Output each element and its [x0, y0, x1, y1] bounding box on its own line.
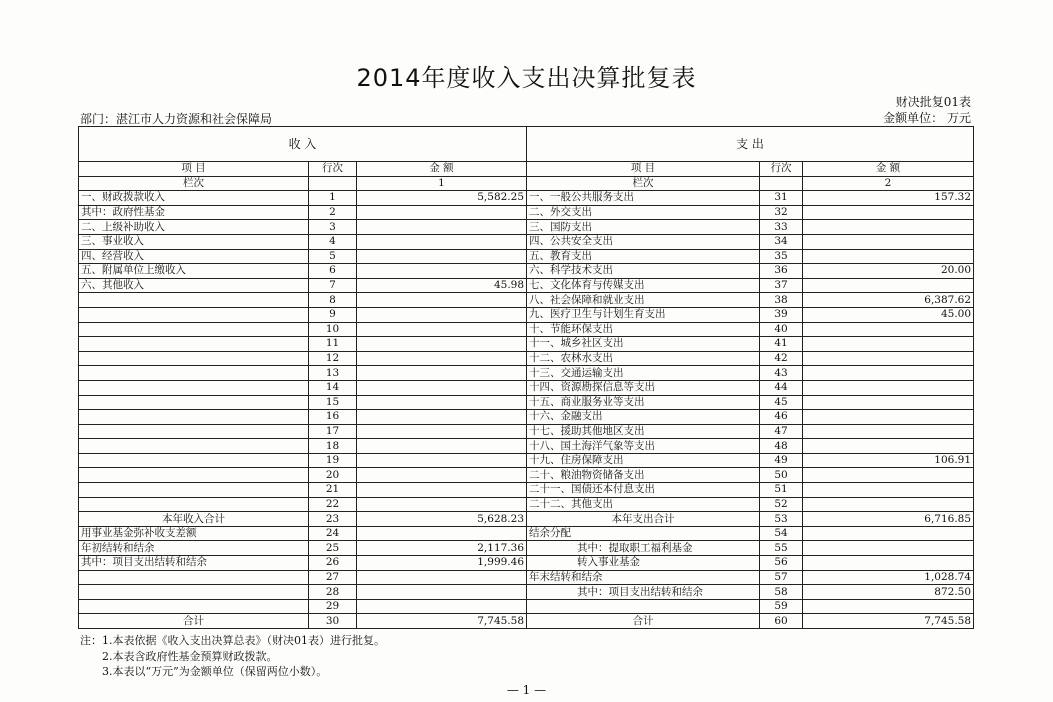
- table-row: [79, 234, 974, 249]
- table-row: [79, 278, 974, 293]
- income-amount: [357, 483, 527, 498]
- expense-amount: [803, 234, 974, 249]
- income-item: [79, 453, 309, 468]
- expense-row-no-header: 行次: [760, 162, 803, 177]
- expense-row-no: 31: [760, 191, 803, 206]
- income-item: [79, 307, 309, 322]
- expense-amount: 872.50: [803, 585, 974, 600]
- expense-item: 十八、国土海洋气象等支出: [527, 439, 760, 454]
- income-amount: [357, 220, 527, 235]
- table-row: [79, 468, 974, 483]
- expense-amount: 6,716.85: [803, 512, 974, 527]
- income-item: [79, 570, 309, 585]
- income-amount: [357, 380, 527, 395]
- table-row: [79, 380, 974, 395]
- income-row-no: 3: [309, 220, 357, 235]
- expense-row-no: 48: [760, 439, 803, 454]
- income-item: [79, 439, 309, 454]
- expense-amount: [803, 410, 974, 425]
- expense-item: 十二、农林水支出: [527, 351, 760, 366]
- income-item: 六、其他收入: [79, 278, 309, 293]
- income-amount: [357, 585, 527, 600]
- income-item: 五、附属单位上缴收入: [79, 264, 309, 279]
- expense-amount: [803, 249, 974, 264]
- expense-amount: [803, 322, 974, 337]
- expense-amount: 106.91: [803, 453, 974, 468]
- expense-item: 五、教育支出: [527, 249, 760, 264]
- expense-amount: [803, 278, 974, 293]
- expense-item: 其中：项目支出结转和结余: [527, 585, 760, 600]
- table-row: [79, 249, 974, 264]
- income-amount: [357, 453, 527, 468]
- expense-amount: [803, 556, 974, 571]
- income-row-no: 2: [309, 205, 357, 220]
- income-row-no: 8: [309, 293, 357, 308]
- table-row: [79, 439, 974, 454]
- expense-row-no: 36: [760, 264, 803, 279]
- income-row-no: 21: [309, 483, 357, 498]
- income-item: 本年收入合计: [79, 512, 309, 527]
- table-row: [79, 220, 974, 235]
- table-row: [79, 453, 974, 468]
- expense-row-no: 60: [760, 614, 803, 629]
- expense-amount: [803, 337, 974, 352]
- expense-row-no: 40: [760, 322, 803, 337]
- income-item: [79, 497, 309, 512]
- blank-cell: [760, 176, 803, 191]
- expense-item: 九、医疗卫生与计划生育支出: [527, 307, 760, 322]
- blank-cell: [309, 176, 357, 191]
- expense-item: 二、外交支出: [527, 205, 760, 220]
- income-amount: [357, 337, 527, 352]
- income-amount: [357, 249, 527, 264]
- income-item: 其中：项目支出结转和结余: [79, 556, 309, 571]
- expense-item: 十四、资源勘探信息等支出: [527, 380, 760, 395]
- income-amount: [357, 351, 527, 366]
- income-amount: [357, 395, 527, 410]
- table-row: [79, 322, 974, 337]
- expense-row-no: 57: [760, 570, 803, 585]
- expense-item: 合计: [527, 614, 760, 629]
- expense-amount: [803, 424, 974, 439]
- table-row: [79, 556, 974, 571]
- income-amount: [357, 424, 527, 439]
- expense-item: 十一、城乡社区支出: [527, 337, 760, 352]
- income-amount: 5,628.23: [357, 512, 527, 527]
- income-amount: [357, 205, 527, 220]
- income-amount: 1,999.46: [357, 556, 527, 571]
- income-item: [79, 585, 309, 600]
- table-row: [79, 541, 974, 556]
- income-row-no: 1: [309, 191, 357, 206]
- note-3: 3.本表以“万元”为金额单位（保留两位小数）。: [102, 665, 328, 678]
- income-row-no: 28: [309, 585, 357, 600]
- table-row: [79, 307, 974, 322]
- expense-row-no: 55: [760, 541, 803, 556]
- income-row-no: 19: [309, 453, 357, 468]
- income-amount: 45.98: [357, 278, 527, 293]
- expense-item: 六、科学技术支出: [527, 264, 760, 279]
- table-row: [79, 512, 974, 527]
- income-row-no: 27: [309, 570, 357, 585]
- income-row-no-header: 行次: [309, 162, 357, 177]
- income-item: [79, 337, 309, 352]
- expense-amount: [803, 380, 974, 395]
- income-item: [79, 424, 309, 439]
- expense-amount: [803, 483, 974, 498]
- income-row-no: 12: [309, 351, 357, 366]
- expense-item: 七、文化体育与传媒支出: [527, 278, 760, 293]
- expense-item: 十五、商业服务业等支出: [527, 395, 760, 410]
- expense-item: 十三、交通运输支出: [527, 366, 760, 381]
- expense-amount: [803, 220, 974, 235]
- income-item: 二、上级补助收入: [79, 220, 309, 235]
- expense-item-header: 项 目: [527, 162, 760, 177]
- income-amount: 7,745.58: [357, 614, 527, 629]
- expense-row-no: 33: [760, 220, 803, 235]
- table-row: [79, 410, 974, 425]
- table-row: [79, 293, 974, 308]
- income-row-no: 7: [309, 278, 357, 293]
- table-row: [79, 526, 974, 541]
- expense-item: 二十、粮油物资储备支出: [527, 468, 760, 483]
- income-amount: [357, 468, 527, 483]
- income-row-no: 25: [309, 541, 357, 556]
- expense-amount: [803, 366, 974, 381]
- column-index-row: [79, 176, 974, 191]
- income-row-no: 11: [309, 337, 357, 352]
- income-item: 三、事业收入: [79, 234, 309, 249]
- expense-item: 一、一般公共服务支出: [527, 191, 760, 206]
- expense-row-no: 47: [760, 424, 803, 439]
- income-amount: [357, 570, 527, 585]
- table-row: [79, 191, 974, 206]
- expense-amount: [803, 541, 974, 556]
- expense-item: 二十一、国债还本付息支出: [527, 483, 760, 498]
- income-item: [79, 366, 309, 381]
- table-row: [79, 424, 974, 439]
- expense-item: 十七、援助其他地区支出: [527, 424, 760, 439]
- expense-row-no: 52: [760, 497, 803, 512]
- income-item: [79, 395, 309, 410]
- expense-row-no: 44: [760, 380, 803, 395]
- income-row-no: 5: [309, 249, 357, 264]
- expense-row-no: 46: [760, 410, 803, 425]
- expense-item: 十九、住房保障支出: [527, 453, 760, 468]
- income-col-index: 1: [357, 176, 527, 191]
- income-row-no: 4: [309, 234, 357, 249]
- income-row-no: 10: [309, 322, 357, 337]
- expense-item: 转入事业基金: [527, 556, 760, 571]
- table-row: [79, 264, 974, 279]
- note-1: 注：1.本表依据《收入支出决算总表》（财决01表）进行批复。: [80, 634, 385, 647]
- expense-row-no: 53: [760, 512, 803, 527]
- income-row-no: 24: [309, 526, 357, 541]
- income-item-header: 项 目: [79, 162, 309, 177]
- expense-row-no: 41: [760, 337, 803, 352]
- income-amount-header: 金 额: [357, 162, 527, 177]
- table-row: [79, 585, 974, 600]
- expense-row-no: 54: [760, 526, 803, 541]
- income-amount: [357, 410, 527, 425]
- expense-amount-header: 金 额: [803, 162, 974, 177]
- income-row-no: 16: [309, 410, 357, 425]
- expense-row-no: 39: [760, 307, 803, 322]
- expense-amount: [803, 439, 974, 454]
- income-amount: [357, 497, 527, 512]
- income-row-no: 18: [309, 439, 357, 454]
- income-item: 用事业基金弥补收支差额: [79, 526, 309, 541]
- income-item: 其中：政府性基金: [79, 205, 309, 220]
- income-row-no: 30: [309, 614, 357, 629]
- income-row-no: 23: [309, 512, 357, 527]
- expense-item: 三、国防支出: [527, 220, 760, 235]
- income-amount: [357, 307, 527, 322]
- note-2: 2.本表含政府性基金预算财政拨款。: [102, 649, 278, 663]
- table-section-header: [79, 127, 974, 162]
- table-row: [79, 205, 974, 220]
- expense-item: 四、公共安全支出: [527, 234, 760, 249]
- expense-amount: 20.00: [803, 264, 974, 279]
- income-row-no: 22: [309, 497, 357, 512]
- expense-item: 年末结转和结余: [527, 570, 760, 585]
- expense-row-no: 49: [760, 453, 803, 468]
- table-row: [79, 366, 974, 381]
- expense-row-no: 35: [760, 249, 803, 264]
- expense-amount: [803, 468, 974, 483]
- notes: [80, 633, 385, 680]
- income-amount: 2,117.36: [357, 541, 527, 556]
- expense-row-no: 56: [760, 556, 803, 571]
- department-label: 部门：湛江市人力资源和社会保障局: [80, 112, 273, 126]
- expense-row-no: 42: [760, 351, 803, 366]
- expense-item: 结余分配: [527, 526, 760, 541]
- expense-amount: [803, 205, 974, 220]
- page-number: — 1 —: [506, 683, 547, 697]
- table-row: [79, 395, 974, 410]
- income-amount: [357, 322, 527, 337]
- page-title: 2014年度收入支出决算批复表: [356, 64, 697, 92]
- expense-amount: [803, 497, 974, 512]
- income-row-no: 17: [309, 424, 357, 439]
- expense-item: 十、节能环保支出: [527, 322, 760, 337]
- income-row-no: 26: [309, 556, 357, 571]
- income-row-no: 15: [309, 395, 357, 410]
- expense-row-no: 45: [760, 395, 803, 410]
- expense-row-no: 32: [760, 205, 803, 220]
- income-row-no: 13: [309, 366, 357, 381]
- expense-amount: 7,745.58: [803, 614, 974, 629]
- income-item: [79, 293, 309, 308]
- expense-row-no: 43: [760, 366, 803, 381]
- expense-item: 八、社会保障和就业支出: [527, 293, 760, 308]
- expense-row-no: 34: [760, 234, 803, 249]
- income-item: [79, 468, 309, 483]
- income-row-no: 6: [309, 264, 357, 279]
- expense-amount: 1,028.74: [803, 570, 974, 585]
- expense-item: [527, 599, 760, 614]
- table-row: [79, 614, 974, 629]
- income-item: [79, 351, 309, 366]
- expense-amount: 157.32: [803, 191, 974, 206]
- income-item: [79, 380, 309, 395]
- expense-item: 本年支出合计: [527, 512, 760, 527]
- expense-col-index: 2: [803, 176, 974, 191]
- income-row-no: 9: [309, 307, 357, 322]
- income-amount: [357, 234, 527, 249]
- expense-section-header: 支 出: [527, 127, 974, 162]
- table-row: [79, 351, 974, 366]
- table-column-header: [79, 162, 974, 177]
- income-row-no: 20: [309, 468, 357, 483]
- expense-row-no: 38: [760, 293, 803, 308]
- income-item: 一、财政拨款收入: [79, 191, 309, 206]
- expense-item: 二十二、其他支出: [527, 497, 760, 512]
- income-item: [79, 599, 309, 614]
- income-amount: [357, 366, 527, 381]
- expense-amount: 45.00: [803, 307, 974, 322]
- expense-amount: [803, 526, 974, 541]
- income-item: [79, 483, 309, 498]
- income-item: [79, 322, 309, 337]
- expense-row-no: 51: [760, 483, 803, 498]
- settlement-table: [78, 126, 974, 629]
- income-amount: [357, 599, 527, 614]
- table-row: [79, 599, 974, 614]
- expense-amount: [803, 599, 974, 614]
- form-number: 财决批复01表: [895, 95, 971, 109]
- income-amount: [357, 264, 527, 279]
- income-row-no: 14: [309, 380, 357, 395]
- expense-item: 其中：提取职工福利基金: [527, 541, 760, 556]
- expense-amount: 6,387.62: [803, 293, 974, 308]
- income-amount: 5,582.25: [357, 191, 527, 206]
- income-amount: [357, 526, 527, 541]
- income-section-header: 收 入: [79, 127, 527, 162]
- expense-row-no: 50: [760, 468, 803, 483]
- table-row: [79, 570, 974, 585]
- income-item: [79, 410, 309, 425]
- income-amount: [357, 293, 527, 308]
- income-col-label: 栏次: [79, 176, 309, 191]
- amount-unit: 金额单位： 万元: [883, 111, 971, 125]
- income-item: 四、经营收入: [79, 249, 309, 264]
- expense-amount: [803, 351, 974, 366]
- expense-col-label: 栏次: [527, 176, 760, 191]
- income-item: 年初结转和结余: [79, 541, 309, 556]
- expense-item: 十六、金融支出: [527, 410, 760, 425]
- expense-row-no: 59: [760, 599, 803, 614]
- expense-amount: [803, 395, 974, 410]
- table-row: [79, 337, 974, 352]
- income-amount: [357, 439, 527, 454]
- income-item: 合计: [79, 614, 309, 629]
- expense-row-no: 58: [760, 585, 803, 600]
- table-row: [79, 483, 974, 498]
- expense-row-no: 37: [760, 278, 803, 293]
- table-row: [79, 497, 974, 512]
- income-row-no: 29: [309, 599, 357, 614]
